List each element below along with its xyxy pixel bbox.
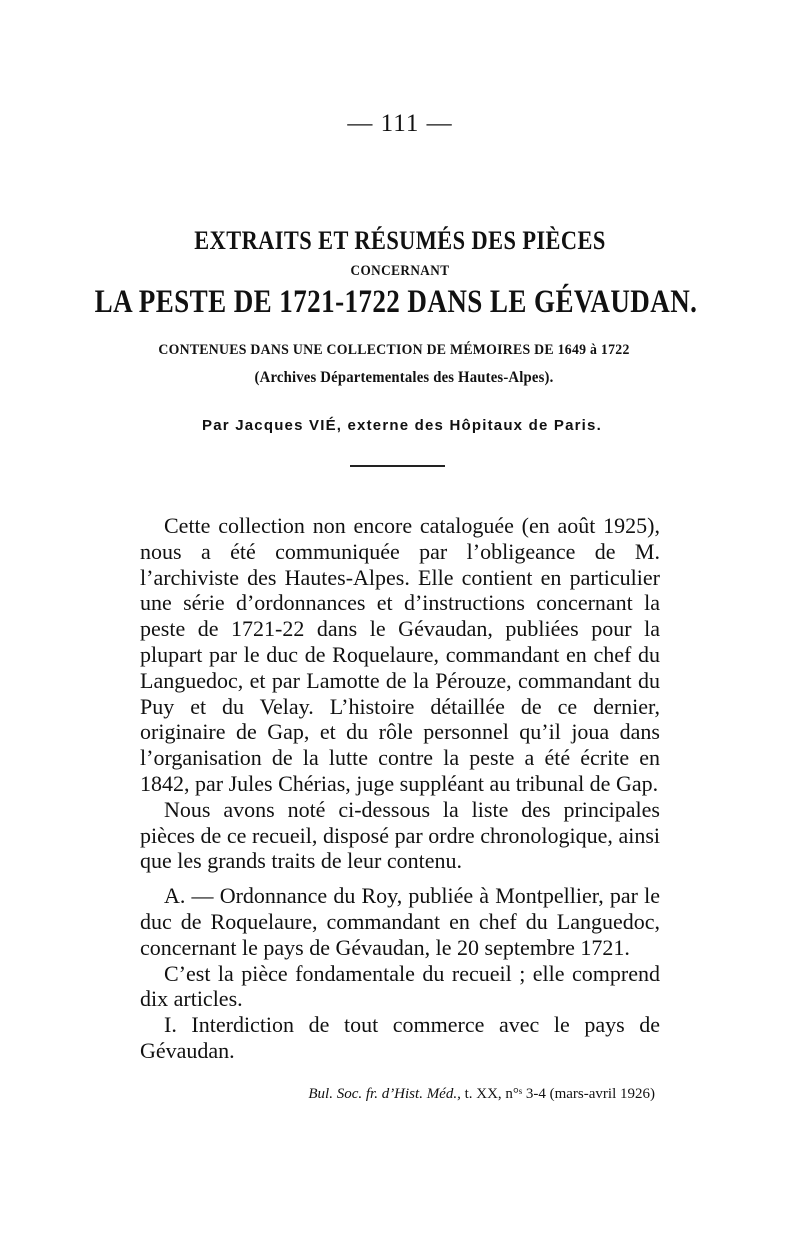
author-line: Par Jacques VIÉ, externe des Hôpitaux de Paris.: [202, 417, 602, 434]
title-line-3: LA PESTE DE 1721-1722 DANS LE GÉVAUDAN.: [94, 284, 698, 320]
journal-name: Bul. Soc. fr. d’Hist. Méd.,: [308, 1086, 461, 1102]
paragraph: C’est la pièce fondamentale du recueil ; elle comprend dix articles.: [140, 960, 660, 1012]
subtitle-line-2: (Archives Départementales des Hautes-Alpes).: [254, 369, 554, 386]
paragraph: Nous avons noté ci-dessous la liste des principales pièces de ce recueil, disposé par ordre chronologique, ainsi que les grands traits de leur contenu.: [140, 796, 660, 874]
paragraph: Cette collection non encore cataloguée (en août 1925), nous a été communiquée par l’obligeance de M. l’archiviste des Hautes-Alpes. Elle contient en particulier une série d’ordonnances et d’instructions concernant la peste de 1721-22 dans le Gévaudan, publiées pour la plupart par le duc de Roquelaure, commandant en chef du Languedoc, et par Lamotte de la Pérouze, commandant du Puy et du Velay. L’histoire détaillée de ce dernier, originaire de Gap, et du rôle personnel qu’il joua dans l’organisation de la lutte contre la peste a été écrite en 1842, par Jules Chérias, juge suppléant au tribunal de Gap.: [140, 513, 660, 796]
section-divider: [350, 465, 445, 467]
paragraph: A. — Ordonnance du Roy, publiée à Montpellier, par le duc de Roquelaure, commandant en chef du Languedoc, concernant le pays de Gévaudan, le 20 septembre 1721.: [140, 883, 660, 960]
journal-volume: t. XX, n°ˢ 3-4 (mars-avril 1926): [464, 1086, 655, 1102]
body-text: [140, 513, 660, 1064]
page-number: — 111 —: [347, 110, 453, 137]
paragraph: I. Interdiction de tout commerce avec le pays de Gévaudan.: [140, 1012, 660, 1063]
subtitle-line-1: CONTENUES DANS UNE COLLECTION DE MÉMOIRES DE 1649 à 1722: [158, 342, 630, 358]
journal-citation: [275, 1086, 655, 1103]
title-line-2: CONCERNANT: [350, 263, 450, 279]
title-line-1: EXTRAITS ET RÉSUMÉS DES PIÈCES: [194, 226, 606, 255]
